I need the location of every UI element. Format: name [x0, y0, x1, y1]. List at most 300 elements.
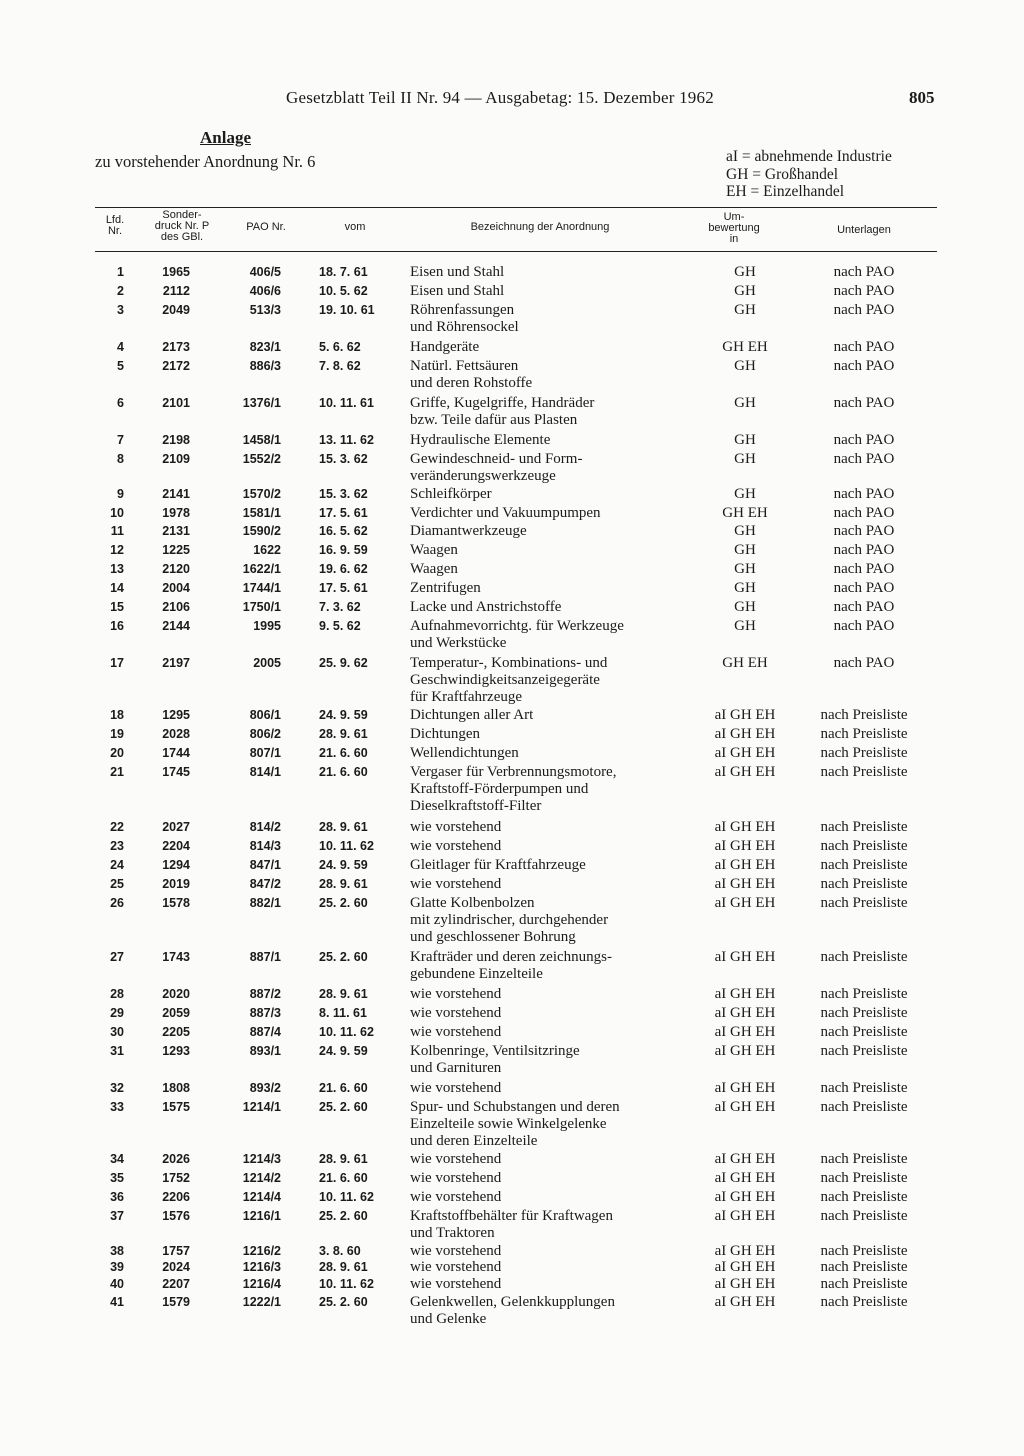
pao-number: 1216/4 [242, 1277, 281, 1291]
row-number: 5 [117, 359, 124, 373]
description-cell [410, 432, 550, 449]
description-cell [410, 395, 594, 429]
row-number: 6 [117, 396, 124, 410]
sonderdruck-number: 2198 [162, 433, 190, 447]
pao-number: 847/1 [249, 858, 281, 872]
sonderdruck-number: 1978 [162, 506, 190, 520]
row-number: 27 [110, 950, 124, 964]
date-cell: 19. 6. 62 [319, 562, 368, 576]
date-cell: 25. 2. 60 [319, 1100, 368, 1114]
unterlagen-cell: nach Preisliste [820, 1099, 908, 1115]
sonderdruck-number: 2173 [162, 340, 190, 354]
date-cell: 17. 5. 61 [319, 506, 368, 520]
date-cell: 28. 9. 61 [319, 820, 368, 834]
date-cell: 15. 3. 62 [319, 452, 368, 466]
description-line: und geschlossener Bohrung [410, 929, 576, 945]
column-header-lfd: Lfd. Nr. [105, 214, 125, 237]
pao-number: 814/2 [249, 820, 281, 834]
description-line: Hydraulische Elemente [410, 432, 551, 448]
description-line: Verdichter und Vakuumpumpen [410, 505, 601, 521]
umbewertung-cell: GH [734, 486, 756, 502]
description-cell [410, 505, 601, 522]
description-line: wie vorstehend [410, 1170, 502, 1186]
row-number: 12 [110, 543, 124, 557]
unterlagen-cell: nach PAO [833, 505, 895, 521]
date-cell: 10. 11. 62 [319, 839, 374, 853]
unterlagen-cell: nach Preisliste [820, 1189, 908, 1205]
date-cell: 5. 6. 62 [319, 340, 361, 354]
unterlagen-cell: nach PAO [833, 451, 895, 467]
pao-number: 406/5 [249, 265, 281, 279]
umbewertung-cell: aI GH EH [714, 1208, 776, 1224]
pao-number: 893/2 [249, 1081, 281, 1095]
description-cell [410, 949, 612, 983]
pao-number: 1214/4 [242, 1190, 281, 1204]
date-cell: 24. 9. 59 [319, 858, 368, 872]
pao-number: 814/1 [249, 765, 281, 779]
description-line: Dichtungen [410, 726, 480, 742]
table-top-rule [95, 207, 937, 208]
sonderdruck-number: 2112 [162, 284, 190, 298]
pao-number: 887/2 [249, 987, 281, 1001]
row-number: 7 [117, 433, 124, 447]
description-line: wie vorstehend [410, 876, 502, 892]
sonderdruck-number: 1578 [162, 896, 190, 910]
description-line: wie vorstehend [410, 1276, 502, 1292]
umbewertung-cell: aI GH EH [714, 707, 776, 723]
description-line: Diamantwerkzeuge [410, 523, 527, 539]
unterlagen-cell: nach PAO [833, 618, 895, 634]
sonderdruck-number: 1808 [162, 1081, 190, 1095]
pao-number: 887/3 [249, 1006, 281, 1020]
description-cell [410, 857, 586, 874]
date-cell: 21. 6. 60 [319, 1081, 368, 1095]
sonderdruck-number: 1757 [162, 1244, 190, 1258]
description-line: Gewindeschneid- und Form- [410, 451, 583, 467]
pao-number: 1214/3 [242, 1152, 281, 1166]
row-number: 4 [117, 340, 124, 354]
sonderdruck-number: 2059 [162, 1006, 190, 1020]
umbewertung-cell: aI GH EH [714, 1243, 776, 1259]
sonderdruck-number: 2205 [162, 1025, 190, 1039]
umbewertung-cell: aI GH EH [714, 726, 776, 742]
row-number: 17 [110, 656, 124, 670]
umbewertung-cell: GH EH [722, 505, 768, 521]
pao-number: 1552/2 [242, 452, 281, 466]
date-cell: 15. 3. 62 [319, 487, 368, 501]
sonderdruck-number: 2026 [162, 1152, 190, 1166]
description-cell [410, 618, 624, 652]
sonderdruck-number: 2101 [162, 396, 190, 410]
page-number: 805 [909, 88, 935, 107]
row-number: 30 [110, 1025, 124, 1039]
date-cell: 24. 9. 59 [319, 1044, 368, 1058]
description-line: Vergaser für Verbrennungsmotore, [410, 764, 617, 780]
unterlagen-cell: nach Preisliste [820, 1170, 908, 1186]
description-line: Einzelteile sowie Winkelgelenke [410, 1116, 607, 1132]
description-line: Zentrifugen [410, 580, 481, 596]
umbewertung-cell: GH [734, 542, 756, 558]
sonderdruck-number: 1576 [162, 1209, 190, 1223]
date-cell: 10. 5. 62 [319, 284, 368, 298]
description-cell [410, 1080, 501, 1097]
description-line: gebundene Einzelteile [410, 966, 543, 982]
description-line: und Gelenke [410, 1311, 487, 1327]
description-cell [410, 561, 458, 578]
umbewertung-cell: aI GH EH [714, 949, 776, 965]
abbreviation-legend [726, 148, 892, 201]
date-cell: 28. 9. 61 [319, 727, 368, 741]
unterlagen-cell: nach Preisliste [820, 1043, 908, 1059]
unterlagen-cell: nach PAO [833, 358, 895, 374]
description-cell [410, 339, 479, 356]
description-line: Natürl. Fettsäuren [410, 358, 519, 374]
unterlagen-cell: nach Preisliste [820, 707, 908, 723]
gazette-title: Gesetzblatt Teil II Nr. 94 — Ausgabetag: 15. Dezember 1962 [286, 88, 714, 107]
sonderdruck-number: 2028 [162, 727, 190, 741]
pao-number: 1376/1 [242, 396, 281, 410]
page-header [0, 88, 1024, 112]
column-header-vom: vom [344, 221, 366, 233]
description-cell [410, 838, 501, 855]
unterlagen-cell: nach Preisliste [820, 819, 908, 835]
description-line: für Kraftfahrzeuge [410, 689, 523, 705]
pao-number: 806/2 [249, 727, 281, 741]
row-number: 40 [110, 1277, 124, 1291]
sonderdruck-number: 1743 [162, 950, 190, 964]
date-cell: 21. 6. 60 [319, 746, 368, 760]
legend-entry: aI = abnehmende Industrie [726, 148, 892, 165]
description-cell [410, 1151, 501, 1168]
unterlagen-cell: nach Preisliste [820, 1259, 908, 1275]
row-number: 24 [110, 858, 124, 872]
umbewertung-cell: GH EH [722, 339, 768, 355]
umbewertung-cell: aI GH EH [714, 1151, 776, 1167]
pao-number: 814/3 [249, 839, 281, 853]
umbewertung-cell: aI GH EH [714, 838, 776, 854]
row-number: 15 [110, 600, 124, 614]
unterlagen-cell: nach Preisliste [820, 1294, 908, 1310]
sonderdruck-number: 2131 [162, 524, 190, 538]
description-cell [410, 486, 492, 503]
pao-number: 1216/3 [242, 1260, 281, 1274]
description-cell [410, 1276, 501, 1293]
umbewertung-cell: GH EH [722, 655, 768, 671]
umbewertung-cell: aI GH EH [714, 1005, 776, 1021]
sonderdruck-number: 2197 [162, 656, 190, 670]
umbewertung-cell: aI GH EH [714, 1276, 776, 1292]
unterlagen-cell: nach Preisliste [820, 726, 908, 742]
description-line: Eisen und Stahl [410, 264, 505, 280]
annex-subtitle: zu vorstehender Anordnung Nr. 6 [95, 152, 316, 171]
description-line: Kraftstoff-Förderpumpen und [410, 781, 589, 797]
sonderdruck-number: 2141 [162, 487, 190, 501]
umbewertung-cell: GH [734, 358, 756, 374]
description-line: wie vorstehend [410, 1259, 502, 1275]
unterlagen-cell: nach PAO [833, 542, 895, 558]
unterlagen-cell: nach PAO [833, 339, 895, 355]
pao-number: 823/1 [249, 340, 281, 354]
unterlagen-cell: nach Preisliste [820, 895, 908, 911]
description-line: Röhrenfassungen [410, 302, 515, 318]
row-number: 39 [110, 1260, 124, 1274]
unterlagen-cell: nach PAO [833, 283, 895, 299]
pao-number: 887/1 [249, 950, 281, 964]
description-line: Kolbenringe, Ventilsitzringe [410, 1043, 580, 1059]
description-cell [410, 1243, 501, 1260]
description-line: wie vorstehend [410, 838, 502, 854]
row-number: 31 [110, 1044, 124, 1058]
pao-number: 1590/2 [242, 524, 281, 538]
unterlagen-cell: nach PAO [833, 561, 895, 577]
umbewertung-cell: GH [734, 432, 756, 448]
sonderdruck-number: 2120 [162, 562, 190, 576]
date-cell: 28. 9. 61 [319, 987, 368, 1001]
unterlagen-cell: nach PAO [833, 523, 895, 539]
description-cell [410, 986, 501, 1003]
row-number: 3 [117, 303, 124, 317]
description-cell [410, 1099, 620, 1150]
description-cell [410, 895, 608, 946]
sonderdruck-number: 2109 [162, 452, 190, 466]
row-number: 25 [110, 877, 124, 891]
date-cell: 7. 8. 62 [319, 359, 361, 373]
sonderdruck-number: 2019 [162, 877, 190, 891]
column-header-sonderdruck: Sonder- druck Nr. P des GBl. [154, 209, 210, 243]
sonderdruck-number: 2049 [162, 303, 190, 317]
column-header-unterlagen: Unterlagen [837, 224, 891, 236]
description-line: und Werkstücke [410, 635, 507, 651]
sonderdruck-number: 2207 [162, 1277, 190, 1291]
row-number: 20 [110, 746, 124, 760]
description-line: Krafträder und deren zeichnungs- [410, 949, 612, 965]
unterlagen-cell: nach Preisliste [820, 857, 908, 873]
description-cell [410, 264, 504, 281]
unterlagen-cell: nach PAO [833, 432, 895, 448]
row-number: 14 [110, 581, 124, 595]
row-number: 33 [110, 1100, 124, 1114]
description-line: wie vorstehend [410, 1080, 502, 1096]
description-line: Geschwindigkeitsanzeigegeräte [410, 672, 600, 688]
umbewertung-cell: aI GH EH [714, 1080, 776, 1096]
description-cell [410, 1259, 501, 1276]
description-line: Dieselkraftstoff-Filter [410, 798, 542, 814]
row-number: 8 [117, 452, 124, 466]
umbewertung-cell: GH [734, 523, 756, 539]
pao-number: 807/1 [249, 746, 281, 760]
description-line: bzw. Teile dafür aus Plasten [410, 412, 578, 428]
description-cell [410, 283, 504, 300]
legend-entry: EH = Einzelhandel [726, 183, 845, 200]
description-line: und deren Einzelteile [410, 1133, 538, 1149]
unterlagen-cell: nach PAO [833, 599, 895, 615]
pao-number: 1622 [253, 543, 281, 557]
pao-number: 893/1 [249, 1044, 281, 1058]
date-cell: 25. 9. 62 [319, 656, 368, 670]
table-header-rule [95, 251, 937, 252]
sonderdruck-number: 1575 [162, 1100, 190, 1114]
pao-number: 1995 [253, 619, 281, 633]
unterlagen-cell: nach PAO [833, 395, 895, 411]
sonderdruck-number: 2172 [162, 359, 190, 373]
umbewertung-cell: GH [734, 283, 756, 299]
umbewertung-cell: aI GH EH [714, 1259, 776, 1275]
description-line: und Traktoren [410, 1225, 495, 1241]
date-cell: 28. 9. 61 [319, 1260, 368, 1274]
unterlagen-cell: nach Preisliste [820, 764, 908, 780]
pao-number: 1622/1 [242, 562, 281, 576]
umbewertung-cell: GH [734, 395, 756, 411]
description-line: und deren Rohstoffe [410, 375, 533, 391]
column-header-pao: PAO Nr. [246, 221, 286, 233]
sonderdruck-number: 2206 [162, 1190, 190, 1204]
date-cell: 7. 3. 62 [319, 600, 361, 614]
sonderdruck-number: 1744 [162, 746, 190, 760]
pao-number: 806/1 [249, 708, 281, 722]
unterlagen-cell: nach Preisliste [820, 949, 908, 965]
sonderdruck-number: 1965 [162, 265, 190, 279]
row-number: 29 [110, 1006, 124, 1020]
description-cell [410, 580, 481, 597]
description-line: wie vorstehend [410, 1189, 502, 1205]
row-number: 19 [110, 727, 124, 741]
description-cell [410, 876, 501, 893]
pao-number: 513/3 [249, 303, 281, 317]
legend-entry: GH = Großhandel [726, 165, 839, 183]
sonderdruck-number: 1295 [162, 708, 190, 722]
row-number: 22 [110, 820, 124, 834]
umbewertung-cell: aI GH EH [714, 857, 776, 873]
description-cell [410, 1170, 501, 1187]
pao-number: 1216/2 [242, 1244, 281, 1258]
pao-number: 886/3 [249, 359, 281, 373]
description-line: Eisen und Stahl [410, 283, 505, 299]
pao-number: 1216/1 [242, 1209, 281, 1223]
description-line: Griffe, Kugelgriffe, Handräder [410, 395, 595, 411]
row-number: 26 [110, 896, 124, 910]
date-cell: 18. 7. 61 [319, 265, 368, 279]
umbewertung-cell: aI GH EH [714, 819, 776, 835]
date-cell: 10. 11. 62 [319, 1190, 374, 1204]
column-header-bezeichnung: Bezeichnung der Anordnung [470, 221, 610, 233]
description-cell [410, 358, 532, 392]
date-cell: 25. 2. 60 [319, 1209, 368, 1223]
sonderdruck-number: 1745 [162, 765, 190, 779]
description-line: wie vorstehend [410, 1243, 502, 1259]
description-cell [410, 726, 480, 743]
unterlagen-cell: nach Preisliste [820, 1276, 908, 1292]
unterlagen-cell: nach PAO [833, 486, 895, 502]
umbewertung-cell: aI GH EH [714, 745, 776, 761]
description-line: Schleifkörper [410, 486, 492, 502]
row-number: 36 [110, 1190, 124, 1204]
description-line: und Röhrensockel [410, 319, 519, 335]
umbewertung-cell: aI GH EH [714, 1099, 776, 1115]
unterlagen-cell: nach Preisliste [820, 1151, 908, 1167]
pao-number: 1214/1 [242, 1100, 281, 1114]
description-line: wie vorstehend [410, 1024, 502, 1040]
description-line: Gelenkwellen, Gelenkkupplungen [410, 1294, 615, 1310]
date-cell: 28. 9. 61 [319, 877, 368, 891]
pao-number: 1744/1 [242, 581, 281, 595]
date-cell: 24. 9. 59 [319, 708, 368, 722]
sonderdruck-number: 2020 [162, 987, 190, 1001]
row-number: 32 [110, 1081, 124, 1095]
umbewertung-cell: GH [734, 618, 756, 634]
description-line: Kraftstoffbehälter für Kraftwagen [410, 1208, 613, 1224]
unterlagen-cell: nach PAO [833, 264, 895, 280]
description-line: Temperatur-, Kombinations- und [410, 655, 608, 671]
description-cell [410, 745, 519, 762]
sonderdruck-number: 2144 [162, 619, 190, 633]
description-line: mit zylindrischer, durchgehender [410, 912, 609, 928]
description-cell [410, 819, 501, 836]
unterlagen-cell: nach PAO [833, 655, 895, 671]
unterlagen-cell: nach PAO [833, 580, 895, 596]
date-cell: 13. 11. 62 [319, 433, 374, 447]
sonderdruck-number: 1293 [162, 1044, 190, 1058]
pao-number: 1222/1 [242, 1295, 281, 1309]
date-cell: 10. 11. 62 [319, 1025, 374, 1039]
unterlagen-cell: nach Preisliste [820, 876, 908, 892]
umbewertung-cell: GH [734, 451, 756, 467]
description-cell [410, 1189, 501, 1206]
date-cell: 3. 8. 60 [319, 1244, 361, 1258]
date-cell: 25. 2. 60 [319, 950, 368, 964]
date-cell: 8. 11. 61 [319, 1006, 367, 1020]
unterlagen-cell: nach Preisliste [820, 1243, 908, 1259]
row-number: 11 [110, 524, 124, 538]
description-line: Aufnahmevorrichtg. für Werkzeuge [410, 618, 624, 634]
sonderdruck-number: 2004 [162, 581, 190, 595]
column-header-umbewertung: Um- bewertung in [708, 211, 760, 245]
pao-number: 887/4 [249, 1025, 281, 1039]
date-cell: 25. 2. 60 [319, 1295, 368, 1309]
pao-number: 2005 [253, 656, 281, 670]
description-line: Spur- und Schubstangen und deren [410, 1099, 620, 1115]
description-cell [410, 707, 533, 724]
description-line: wie vorstehend [410, 1005, 502, 1021]
annex-title: Anlage [200, 128, 251, 147]
unterlagen-cell: nach Preisliste [820, 986, 908, 1002]
row-number: 16 [110, 619, 124, 633]
umbewertung-cell: aI GH EH [714, 1043, 776, 1059]
description-line: Gleitlager für Kraftfahrzeuge [410, 857, 586, 873]
row-number: 10 [110, 506, 124, 520]
description-cell [410, 1043, 580, 1077]
pao-number: 1581/1 [242, 506, 281, 520]
row-number: 21 [110, 765, 124, 779]
pao-number: 1458/1 [242, 433, 281, 447]
umbewertung-cell: aI GH EH [714, 1294, 776, 1310]
description-line: Waagen [410, 542, 458, 558]
sonderdruck-number: 1225 [162, 543, 190, 557]
umbewertung-cell: GH [734, 599, 756, 615]
date-cell: 10. 11. 62 [319, 1277, 374, 1291]
umbewertung-cell: GH [734, 302, 756, 318]
sonderdruck-number: 1752 [162, 1171, 190, 1185]
description-line: Wellendichtungen [410, 745, 519, 761]
unterlagen-cell: nach Preisliste [820, 1024, 908, 1040]
date-cell: 28. 9. 61 [319, 1152, 368, 1166]
row-number: 2 [117, 284, 124, 298]
unterlagen-cell: nach Preisliste [820, 1080, 908, 1096]
unterlagen-cell: nach PAO [833, 302, 895, 318]
description-line: Handgeräte [410, 339, 480, 355]
umbewertung-cell: GH [734, 580, 756, 596]
description-line: Waagen [410, 561, 458, 577]
row-number: 38 [110, 1244, 124, 1258]
